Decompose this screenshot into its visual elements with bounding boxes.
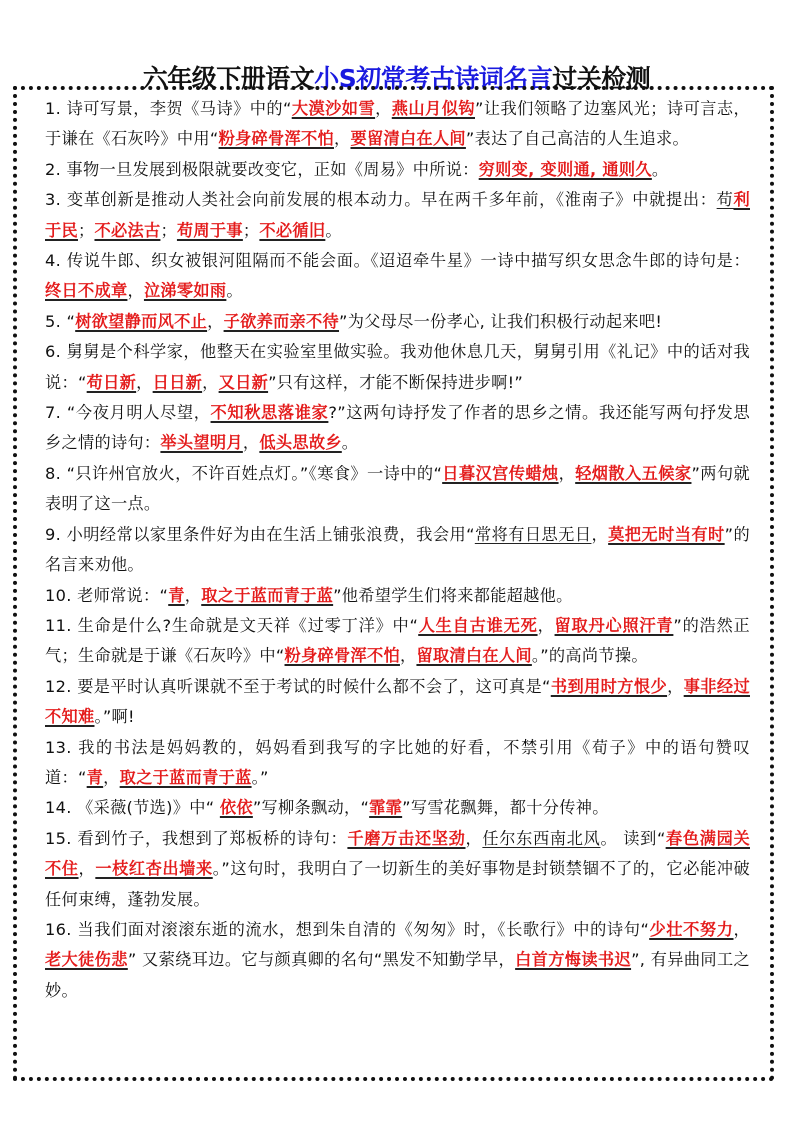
question-text: 12. 要是平时认真听课就不至于考试的时候什么都不会了，这可真是“ bbox=[45, 676, 551, 696]
question-text: ， bbox=[558, 463, 576, 483]
answer-text: 粉身碎骨浑不怕 bbox=[218, 129, 334, 149]
answer-text: 子欲养而亲不待 bbox=[223, 311, 340, 331]
answer-text: 树欲望静而风不止 bbox=[75, 311, 208, 331]
answer-text: 不必循旧 bbox=[259, 220, 326, 240]
question-list bbox=[45, 94, 750, 1006]
answer-text: 苟日新 bbox=[86, 372, 137, 392]
answer-text: 青 bbox=[168, 585, 185, 605]
question-text: ”写柳条飘动，“ bbox=[252, 798, 370, 818]
answer-text: 不必法古 bbox=[94, 220, 161, 240]
question-text: 。”啊! bbox=[94, 707, 135, 727]
question-text: 1. 诗可写景，李贺《马诗》中的“ bbox=[45, 99, 292, 118]
question-text: ， bbox=[103, 767, 120, 787]
question-text: 6. 舅舅是个科学家，他整天在实验室里做实验。我劝他休息几天，舅舅引用《礼记》中的话对我说：“ bbox=[45, 342, 750, 392]
answer-text: 大漠沙如雪 bbox=[291, 99, 376, 118]
question-text: ， bbox=[537, 615, 555, 635]
answer-text: 依依 bbox=[219, 798, 253, 818]
question-text: ， bbox=[591, 524, 609, 544]
answer-text: 霏霏 bbox=[369, 798, 403, 818]
answer-text: 日暮汉宫传蜡烛 bbox=[442, 463, 559, 483]
question-text: ”, 有异曲同工之妙。 bbox=[45, 950, 751, 1000]
question-text: 。 读到“ bbox=[600, 828, 666, 848]
question-text: ”让我们领略了边塞风光；诗可言志，于谦在《石灰吟》中用“ bbox=[45, 99, 751, 149]
question-text: 2. 事物一旦发展到极限就要改变它，正如《周易》中所说： bbox=[45, 159, 479, 179]
answer-text: 终日不成章 bbox=[45, 281, 128, 301]
question-text: ， bbox=[667, 676, 684, 696]
answer-text: 穷则变, 变则通, 通则久 bbox=[478, 159, 652, 179]
answer-text: 泣涕零如雨 bbox=[143, 281, 227, 301]
question-text: 4. 传说牛郎、织女被银河阻隔而不能会面。《迢迢牵牛星》一诗中描写织女思念牛郎的诗句是： bbox=[45, 251, 750, 271]
answer-text: 留取清白在人间 bbox=[416, 646, 532, 666]
question-text: ， bbox=[78, 859, 96, 879]
question-text: ， bbox=[465, 828, 483, 848]
question-text: ”两句就表明了这一点。 bbox=[45, 463, 750, 514]
answer-text: 人生自古谁无死 bbox=[418, 615, 538, 635]
question-item bbox=[45, 155, 750, 185]
question-item bbox=[45, 793, 750, 823]
question-item bbox=[45, 246, 750, 307]
question-text: 10. 老师常说：“ bbox=[45, 585, 169, 605]
answer-text: 青 bbox=[86, 767, 104, 787]
answer-text: 又日新 bbox=[218, 372, 269, 392]
question-item bbox=[45, 307, 750, 337]
question-text: ， bbox=[184, 585, 202, 605]
given-text: 任尔东西南北风 bbox=[482, 828, 601, 848]
answer-text: 不知秋思落谁家 bbox=[210, 403, 329, 423]
answer-text: 莫把无时当有时 bbox=[608, 524, 725, 544]
question-text: ”写雪花飘舞，都十分传神。 bbox=[402, 798, 609, 818]
question-text: ， bbox=[207, 311, 224, 331]
title-highlight: 小S初常考古诗词名言 bbox=[314, 63, 553, 93]
answer-text: 千磨万击还坚劲 bbox=[347, 828, 466, 848]
question-text: 。 bbox=[226, 281, 243, 301]
question-text: 。 bbox=[341, 433, 359, 453]
answer-text: 老大徒伤悲 bbox=[45, 950, 128, 970]
answer-text: 白首方悔读书迟 bbox=[515, 950, 632, 970]
given-text: 苟 bbox=[716, 190, 734, 210]
answer-text: 事非经过不知难 bbox=[45, 676, 750, 727]
question-text: 。 bbox=[651, 159, 669, 179]
question-item bbox=[45, 824, 750, 915]
answer-text: 留取丹心照汗青 bbox=[554, 615, 674, 635]
question-item bbox=[45, 611, 750, 672]
answer-text: 书到用时方恨少 bbox=[550, 676, 668, 696]
answer-text: 要留清白在人间 bbox=[350, 129, 466, 149]
answer-text: 粉身碎骨浑不怕 bbox=[284, 646, 400, 666]
answer-text: 举头望明月 bbox=[160, 433, 243, 453]
answer-text: 春色满园关不住 bbox=[45, 828, 750, 879]
question-text: ”的浩然正气；生命就是于谦《石灰吟》中“ bbox=[45, 615, 750, 666]
answer-text: 低头思故乡 bbox=[259, 433, 342, 453]
question-text: ”为父母尽一份孝心, 让我们积极行动起来吧! bbox=[339, 311, 663, 331]
question-text: ， bbox=[127, 281, 144, 301]
question-text: 8. “只许州官放火，不许百姓点灯。”《寒食》一诗中的“ bbox=[45, 463, 443, 483]
answer-text: 苟周于事 bbox=[176, 220, 243, 240]
answer-text: 取之于蓝而青于蓝 bbox=[119, 767, 252, 787]
question-item bbox=[45, 185, 750, 246]
question-text: 13. 我的书法是妈妈教的，妈妈看到我写的字比她的好看，不禁引用《荀子》中的语句赞叹道：“ bbox=[45, 737, 750, 787]
question-text: 7. “今夜月明人尽望， bbox=[45, 403, 211, 423]
question-text: ” 又萦绕耳边。它与颜真卿的名句“黑发不知勤学早， bbox=[127, 950, 516, 970]
question-item bbox=[45, 733, 750, 794]
question-item bbox=[45, 672, 750, 733]
answer-text: 轻烟散入五候家 bbox=[575, 463, 692, 483]
question-text: ， bbox=[399, 646, 417, 666]
question-text: ， bbox=[242, 433, 260, 453]
question-item bbox=[45, 915, 750, 1006]
question-text: 。” bbox=[251, 767, 269, 787]
question-text: 11. 生命是什么?生命就是文天祥《过零丁洋》中“ bbox=[45, 615, 419, 635]
question-text: ， bbox=[733, 919, 750, 939]
question-text: ； bbox=[77, 220, 95, 240]
question-item bbox=[45, 520, 750, 581]
question-text: ， bbox=[375, 99, 392, 118]
title-prefix: 六年级下册语文 bbox=[142, 63, 315, 93]
question-text: 。”的高尚节操。 bbox=[531, 646, 648, 666]
question-text: ； bbox=[242, 220, 260, 240]
answer-text: 取之于蓝而青于蓝 bbox=[201, 585, 334, 605]
question-text: ； bbox=[160, 220, 177, 240]
answer-text: 利于民 bbox=[45, 190, 750, 240]
question-item bbox=[45, 581, 750, 611]
question-item bbox=[45, 398, 750, 459]
question-text: ， bbox=[136, 372, 153, 392]
question-text: 5. “ bbox=[45, 311, 76, 331]
question-text: 3. 变革创新是推动人类社会向前发展的根本动力。早在两千多年前，《淮南子》中就提出： bbox=[45, 190, 717, 210]
question-text: ”他希望学生们将来都能超越他。 bbox=[333, 585, 573, 605]
question-text: 15. 看到竹子，我想到了郑板桥的诗句： bbox=[45, 828, 348, 848]
question-text: 14. 《采薇(节选)》中“ bbox=[45, 798, 220, 818]
question-text: ， bbox=[333, 129, 351, 149]
answer-text: 燕山月似钩 bbox=[391, 99, 475, 118]
answer-text: 少壮不努力 bbox=[649, 919, 734, 939]
answer-text: 日日新 bbox=[152, 372, 203, 392]
question-item bbox=[45, 459, 750, 520]
question-text: 。 bbox=[325, 220, 342, 240]
question-item bbox=[45, 337, 750, 398]
question-text: 9. 小明经常以家里条件好为由在生活上铺张浪费，我会用“ bbox=[45, 524, 475, 544]
question-text: 。”这句时，我明白了一切新生的美好事物是封锁禁锢不了的，它必能冲破任何束缚，蓬勃发展。 bbox=[45, 859, 750, 909]
question-item bbox=[45, 94, 750, 155]
question-text: ?”这两句诗抒发了作者的思乡之情。我还能写两句抒发思乡之情的诗句： bbox=[45, 403, 750, 453]
question-text: ”的名言来劝他。 bbox=[45, 524, 750, 575]
question-text: ， bbox=[202, 372, 219, 392]
question-text: ”表达了自己高洁的人生追求。 bbox=[465, 129, 689, 149]
answer-text: 一枝红杏出墙来 bbox=[95, 859, 213, 879]
question-text: 16. 当我们面对滚滚东逝的流水，想到朱自清的《匆匆》时，《长歌行》中的诗句“ bbox=[45, 919, 650, 939]
title-suffix: 过关检测 bbox=[552, 63, 651, 93]
question-text: ”只有这样，才能不断保持进步啊!” bbox=[268, 372, 524, 392]
given-text: 常将有日思无日 bbox=[474, 524, 592, 544]
